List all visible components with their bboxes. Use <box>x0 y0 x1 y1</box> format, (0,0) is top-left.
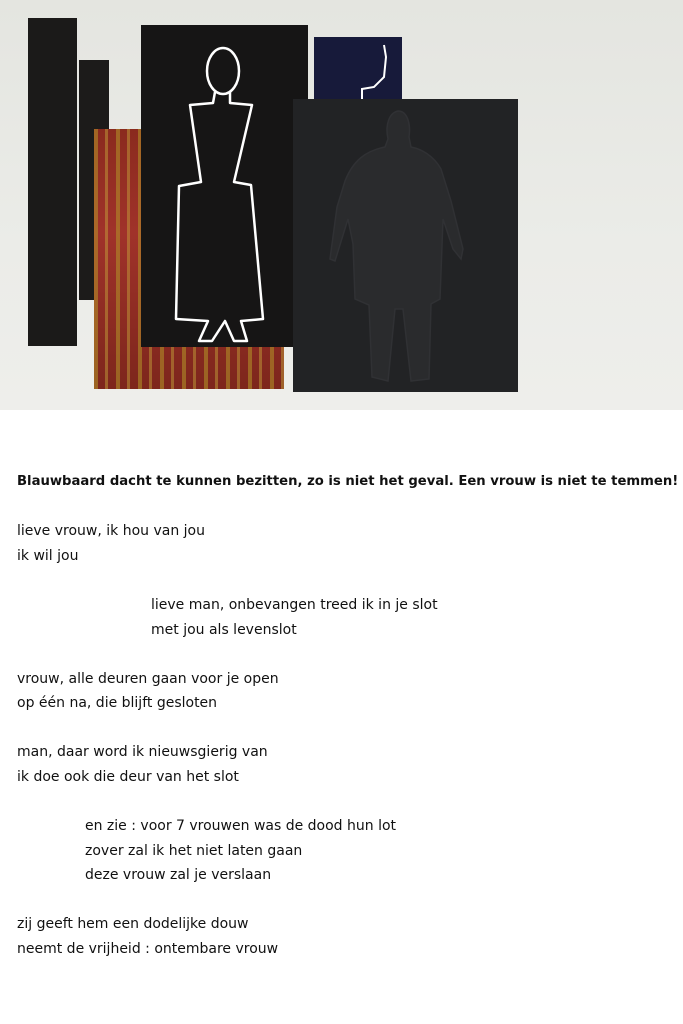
poem-line: en zie : voor 7 vrouwen was de dood hun lot <box>85 818 397 834</box>
man-silhouette-panel <box>293 99 518 392</box>
man-figure-embossed-icon <box>293 99 518 392</box>
poem-line: zover zal ik het niet laten gaan <box>85 843 303 859</box>
poem-line: ik doe ook die deur van het slot <box>17 769 239 785</box>
poem-heading: Blauwbaard dacht te kunnen bezitten, zo is niet het geval. Een vrouw is niet te temmen! <box>17 474 679 489</box>
poem-line: zij geeft hem een dodelijke douw <box>17 916 249 932</box>
poem-line: ik wil jou <box>17 548 79 564</box>
poem-line: deze vrouw zal je verslaan <box>85 867 272 883</box>
poem-line: lieve vrouw, ik hou van jou <box>17 523 205 539</box>
poem-section <box>0 410 683 1024</box>
poem-line: lieve man, onbevangen treed ik in je slot <box>151 597 438 613</box>
poem-line: vrouw, alle deuren gaan voor je open <box>17 671 279 687</box>
woman-silhouette-panel <box>141 25 308 347</box>
collage-artwork <box>0 0 683 410</box>
poem-line: neemt de vrijheid : ontembare vrouw <box>17 941 279 957</box>
black-paper-strip <box>28 18 77 346</box>
poem-line: op één na, die blijft gesloten <box>17 695 218 711</box>
woman-figure-outline-icon <box>141 25 308 347</box>
poem-line: met jou als levenslot <box>151 622 297 638</box>
poem-line: man, daar word ik nieuwsgierig van <box>17 744 268 760</box>
